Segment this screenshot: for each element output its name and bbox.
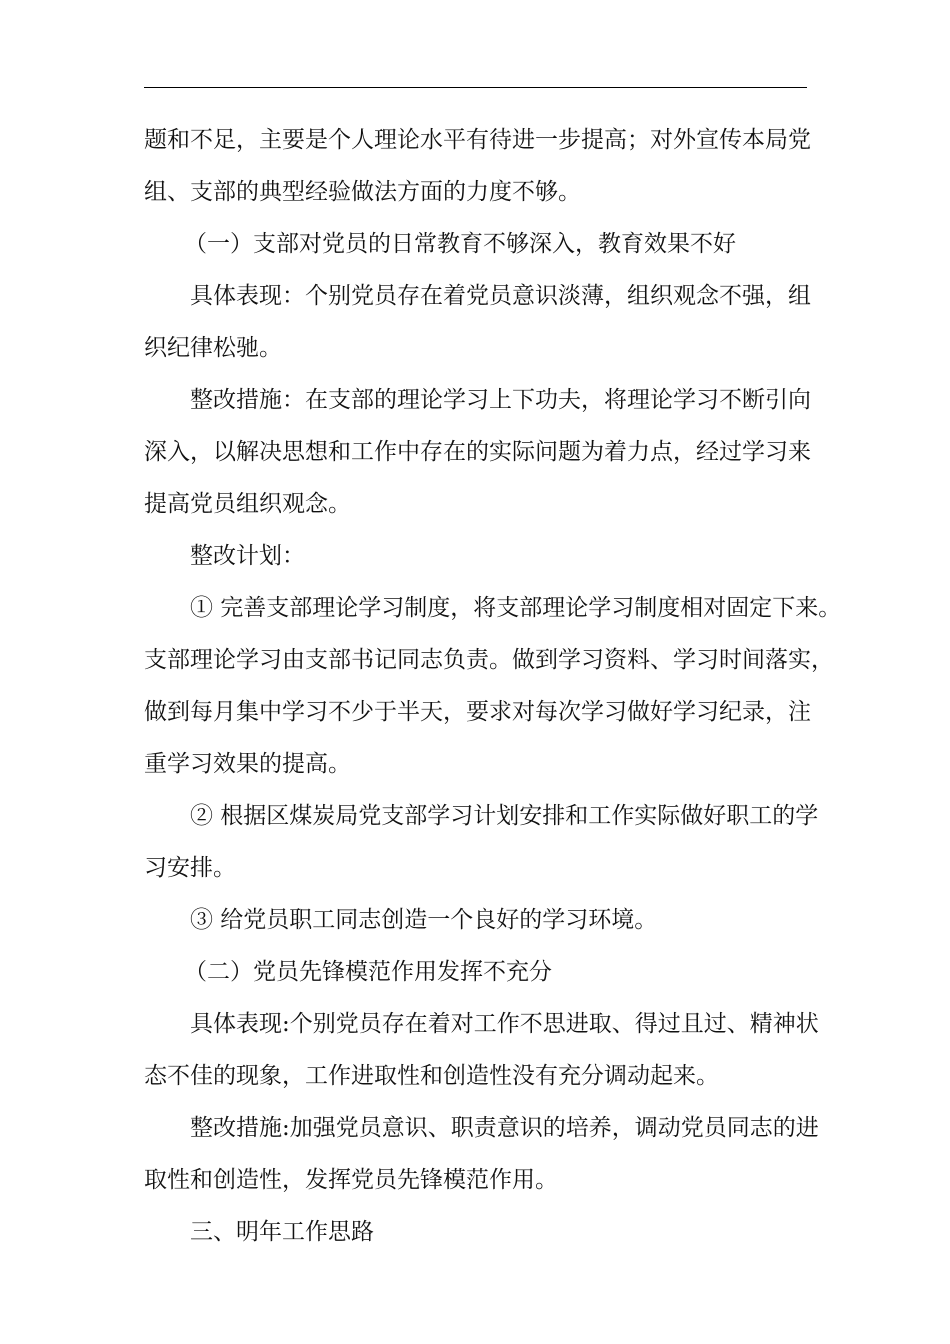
plan-item-3: ③ 给党员职工同志创造一个良好的学习环境。 [190, 907, 658, 933]
text-line-19: 态不佳的现象，工作进取性和创造性没有充分调动起来。 [144, 1063, 719, 1089]
text-line-12: 做到每月集中学习不少于半天，要求对每次学习做好学习纪录，注 [144, 699, 811, 725]
text-line-1: 题和不足，主要是个人理论水平有待进一步提高；对外宣传本局党 [144, 127, 811, 153]
text-line-18: 具体表现:个别党员存在着对工作不思进取、得过且过、精神状 [190, 1011, 819, 1037]
text-line-5: 织纪律松驰。 [144, 335, 282, 361]
text-line-13: 重学习效果的提高。 [144, 751, 351, 777]
text-line-2: 组、支部的典型经验做法方面的力度不够。 [144, 179, 581, 205]
text-line-6: 整改措施：在支部的理论学习上下功夫，将理论学习不断引向 [190, 387, 811, 413]
plan-item-2: ② 根据区煤炭局党支部学习计划安排和工作实际做好职工的学 [190, 803, 819, 829]
plan-heading: 整改计划： [190, 543, 305, 569]
text-line-11: 支部理论学习由支部书记同志负责。做到学习资料、学习时间落实， [144, 647, 834, 673]
text-line-15: 习安排。 [144, 855, 236, 881]
text-line-20: 整改措施:加强党员意识、职责意识的培养，调动党员同志的进 [190, 1115, 819, 1141]
section-heading-2: （二）党员先锋模范作用发挥不充分 [184, 959, 552, 985]
section-heading-3: 三、明年工作思路 [190, 1219, 374, 1245]
header-rule [144, 87, 807, 88]
section-heading-1: （一）支部对党员的日常教育不够深入，教育效果不好 [184, 231, 736, 257]
text-line-8: 提高党员组织观念。 [144, 491, 351, 517]
plan-item-1: ① 完善支部理论学习制度，将支部理论学习制度相对固定下来。 [190, 595, 842, 621]
text-line-21: 取性和创造性，发挥党员先锋模范作用。 [144, 1167, 558, 1193]
text-line-4: 具体表现：个别党员存在着党员意识淡薄，组织观念不强，组 [190, 283, 811, 309]
text-line-7: 深入，以解决思想和工作中存在的实际问题为着力点，经过学习来 [144, 439, 811, 465]
document-body [144, 114, 842, 1258]
